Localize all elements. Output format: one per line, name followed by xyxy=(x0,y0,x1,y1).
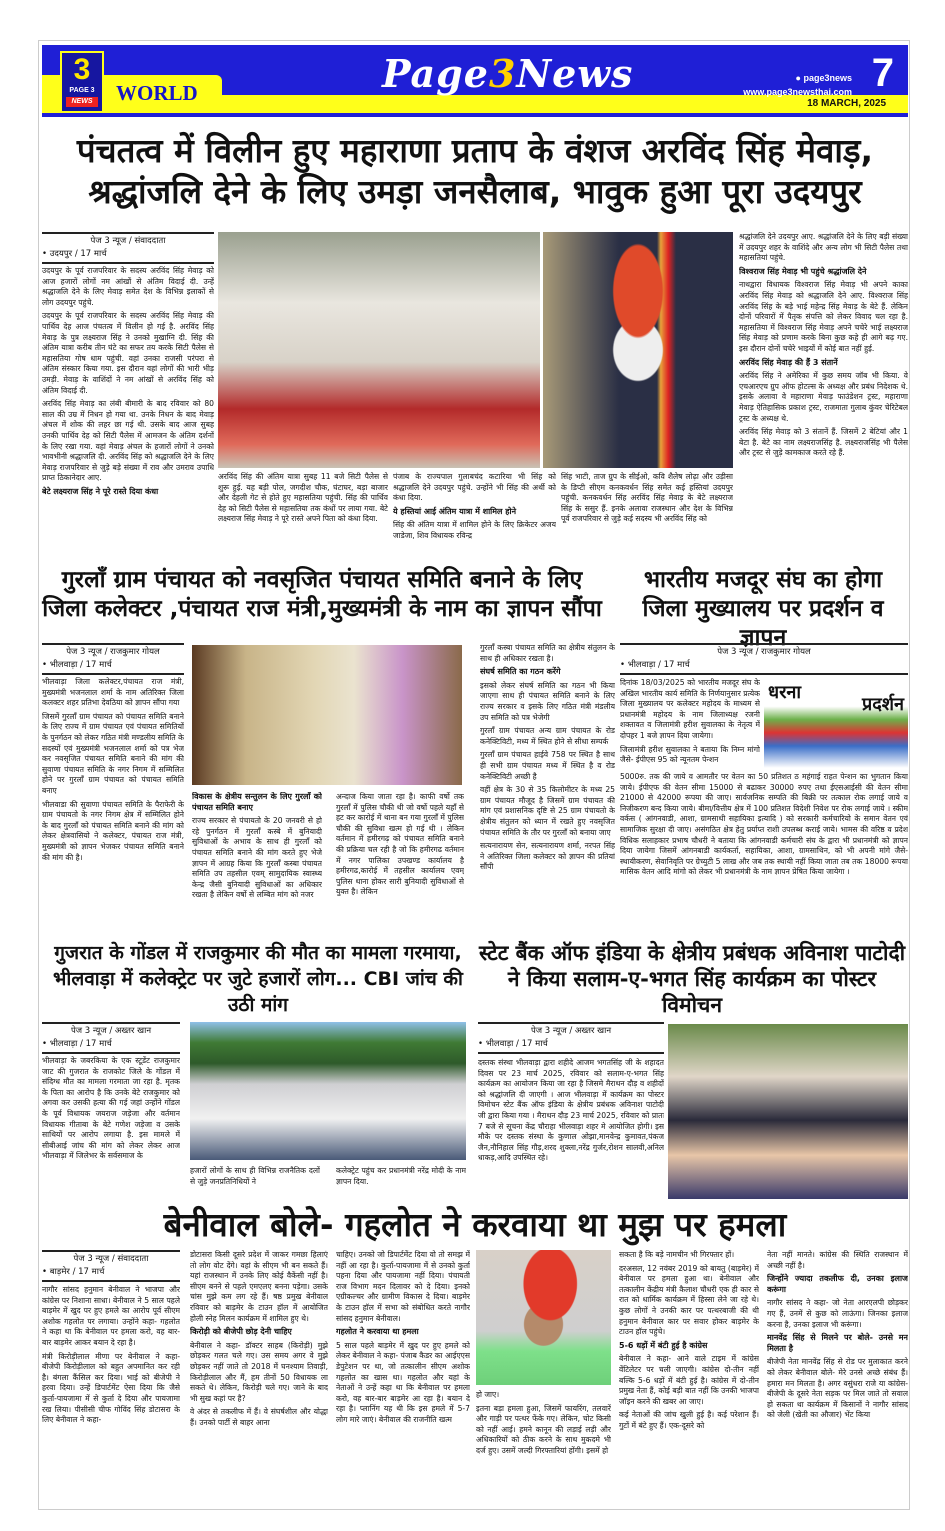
headline: गुजरात के गोंडल में राजकुमार की मौत का मामला गरमाया, भीलवाड़ा में कलेक्ट्रेट पर जुटे हजारों लोग... CBI जांच की उठी मांग xyxy=(53,942,463,1016)
article-column xyxy=(336,792,464,935)
paragraph: अरविंद सिंह ने अमेरिका में कुछ समय जॉब भी किया. वे एचआरएच ग्रुप ऑफ होटल्स के अध्यक्ष और प्रबंध निदेशक थे. इसके अलावा वे महाराणा मेवाड़ फाउंडेशन ट्रस्ट, महाराणा मेवाड़ ऐतिहासिक प्रकाश ट्रस्ट, राजमाता गुलाब कुंवर चेरिटेबल ट्रस्ट के अध्यक्ष थे. xyxy=(739,371,908,423)
article-column xyxy=(620,678,760,770)
photo-caption xyxy=(190,1166,320,1200)
article-column xyxy=(218,472,388,560)
paragraph: 5000रु. तक की जाये व आमतौर पर वेतन का 50 प्रतिशत ठ महंगाई राहत पेन्शन का भुगतान किया जाये। ईपीएफ की वेतन सीमा 15000 से बढाकर 30000 रुपए तथा ईएसआईसी की वेतन सीमा 21000 से 42000 रूपया की जाए। सार्वजनिक सम्पति की बिक्री पर तत्काल रोक लगाई जाये व निजीकरण बन्द किया जाये। बीमा/वित्तीय क्षेत्र में 100 प्रतिशत विदेशी निवेश पर रोक लगाई जाये । स्कीम वर्कस ( आंगनवाडी, आशा, ग्रामसाथी सहायिका इत्यादि ) को सरकारी कर्मचारियो के समान वेतन एवं सामाजिक सुरक्षा दी जाए। असंगठित क्षेत्र हेतु प्रर्याप्त राशी उपलब्ध कराई जाये। भामस की वरिष्ठ व प्रदेश विधिक सलाहकार प्रभाष चौधरी ने बताया कि आंगनवाडी कर्मचारी संघ के द्वारा भी प्रधानमंत्री को ज्ञापन दिया जायेगा जिसमें आंगनबाडी कार्यकर्ता, सहायिका, आशा, ग्रामसाथिन, को भी अपनी मांगे जैसे- स्थायीकरण, सेवानिवृति पर ग्रेच्युटी 5 लाख और जब तक स्थायी नहीं किया जाता तब तक 18000 रूपया मासिक वेतन आदि मांगो को लेकर भी प्रधानमंत्री के नाम ज्ञापन प्रेषित किया जायेगा । xyxy=(620,772,908,877)
article-column xyxy=(336,1250,470,1497)
paragraph: अरविंद सिंह मेवाड़ का लंबी बीमारी के बाद रविवार को 80 साल की उम्र में निधन हो गया था. उनके निधन के बाद मेवाड़ अंचल में शोक की लहर छा गई थी. उसके बाद आज सुबह उनकी पार्थिव देह को सिटी पैलेस में आमजन के अंतिम दर्शनों के लिए रखा गया. वहां मेवाड़ अंचल के हजारों लोगों ने उनको भावभीनी श्रद्धाजलि दी. अरविंद सिंह को श्रद्धाजलि देने के लिए मेवाड़ राजपरिवार से जुड़े बड़े संख्या में राव और उमराव उपाधि प्राप्त ठिकानेदार आए. xyxy=(42,399,214,483)
subheading: 5-6 धड़ों में बंटी हुई है कांग्रेस xyxy=(619,1340,708,1350)
byline: पेज 3 न्यूज / राजकुमार गोयल • भीलवाड़ा / 17 मार्च xyxy=(42,643,184,675)
paragraph: नागौर सांसद ने कहा- जो नेता आरएलपी छोड़कर गए हैं, उनमें से कुछ को लाऊंगा। जिनका इलाज करना है, उनका इलाज भी करूंगा। xyxy=(767,1298,908,1329)
article-column xyxy=(192,792,322,935)
paragraph: श्रद्धांजलि देने उदयपुर आए. श्रद्धांजलि देने के लिए बड़ी संख्या में उदयपुर शहर के वाशिंदे और अन्य लोग भी सिटी पैलेस तथा महासतियां पहुंचे. xyxy=(739,232,908,263)
social-icon: ● xyxy=(795,73,804,83)
paragraph: अन्दाज किया जाता रहा है। काफी वर्षो तक गुरलाँ में पुलिस चौकी थी जो वर्षो पहले यहाँ से हट कर कारोई में थाना बन गया गुरलाँ में पुलिस चौकी की सुविधा खत्म हो गई थी । लेकिन वर्तमान में हमीरगढ़ को पंचायत समिति बनाने की प्रक्रिया चल रही है जो कि हमीरगढ वर्तमान में नगर पालिका उपखण्ड कार्यालय है हमीरगढ,कारोई में तहसील कार्यालय एवम् पुलिस थाना होकर सारी बुनियादी सुविधाओं से युक्त है। लेकिन xyxy=(336,792,464,897)
article-column xyxy=(190,1250,328,1497)
paragraph: अरविंद सिंह की अंतिम यात्रा सुबह 11 बजे सिटी पैलेस से शुरू हुई. यह बड़ी पोल, जगदीश चौक, घंटाघर, बड़ा बाजार और देहली गेट से होते हुए महासतिया पहुंची. सिंह की पार्थिव देह को सिटी पैलेस से महासतिया तक कंधों पर लाया गया. बेटे लक्ष्यराज सिंह मेवाड़ ने पूरे रास्ते अपने पिता को कंधा दिया. xyxy=(218,472,388,524)
paragraph: चाहिए। उनको जो डिपार्टमेंट दिया वो तो समझ में नहीं आ रहा है। कुर्ता-पायजामा में से उनको कुर्ता पहना दिया और पायजामा नहीं दिया। पंचायती राज विभाग मदन दिलावर को दे दिया। इनको एग्रीकल्चर और ग्रामीण विकास दे दिया। बाड़मेर के टाउन हॉल में सभा को संबोधित करते नागौर सांसद हनुमान बेनीवाल। xyxy=(336,1250,470,1323)
paragraph: बीजेपी नेता मानवेंद्र सिंह से रोड पर मुलाकात करने को लेकर बेनीवाल बोले- मेरे उनसे अच्छे संबंध हैं। हमारा मन मिलता है। अगर वसुंधरा राजे या कांग्रेस-बीजेपी के दूसरे नेता सड़क पर मिल जाते तो सवाल हो सकता था कार्यक्रम में किसानों ने नागौर सांसद को जेली (खेती का औजार) भेंट किया xyxy=(767,1357,908,1420)
photo-caption xyxy=(336,1166,466,1200)
byline: पेज 3 न्यूज / अख्तर खान • भीलवाड़ा / 17 मार्च xyxy=(42,1022,180,1054)
funeral-procession-photo xyxy=(218,232,540,468)
issue-date: 18 MARCH, 2025 xyxy=(807,98,886,109)
subheading: जिन्होंने ज्यादा तकलीफ दी, उनका इलाज करूंगा xyxy=(767,1274,908,1294)
article-column xyxy=(42,1056,180,1200)
article-column xyxy=(767,1250,908,1497)
article-column xyxy=(42,1285,180,1497)
paragraph: नाथद्वारा विधायक विश्वराज सिंह मेवाड़ भी अपने काका अरविंद सिंह मेवाड़ को श्रद्धाजलि देने आए. विश्वराज सिंह अरविंद सिंह के बड़े भाई महेन्द्र सिंह मेवाड़ के बेटे हैं. लेकिन दोनों परिवारों में पैतृक संपत्ति को लेकर विवाद चल रहा है. महासतिया में विश्वराज सिंह मेवाड़ अपने चचेरे भाई लक्ष्यराज सिंह मेवाड़ को प्रणाम करके बिना कुछ कहे ही आगे बढ़ गए. इस दौरान दोनों चचेरे भाइयों में कोई बात नहीं हुई. xyxy=(739,280,908,353)
page3-logo: 3 PAGE 3 NEWS xyxy=(60,51,104,113)
paragraph: 5 साल पहले बाड़मेर में खुद पर हुए हमले को लेकर बेनीवाल ने कहा- पंजाब कैडर का आईएएस डेपुटेशन पर था, जो तत्कालीन सीएम अशोक गहलोत का खास था। गहलोत और यहां के नेताओं ने उन्हें कहा था कि बेनीवाल पर हमला करो, वह बार-बार बाड़मेर आ रहा है। बयान दे रहा है। प्लानिंग यह थी कि इस हमले में 5-7 लोग मारे जाएं। बेनीवाल की राजनीति खत्म xyxy=(336,1340,470,1424)
subheading: विकास के क्षेत्रीय सन्तुलन के लिए गुरलाँ को पंचायत समिति बनाए xyxy=(192,792,322,812)
byline: पेज 3 न्यूज / संवाददाता • उदयपुर / 17 मार्च xyxy=(42,232,214,264)
paragraph: जिलामंत्री हरीश सुवालका ने बताया कि निम्न मांगो जैसे- ईपीएस 95 को न्यूनतम पेन्शन xyxy=(620,744,760,765)
subheading: संघर्ष समिति का गठन करेंगे xyxy=(480,667,561,677)
paragraph: कलेक्ट्रेट पहुंच कर प्रधानमंत्री नरेंद्र मोदी के नाम ज्ञापन दिया. xyxy=(336,1166,466,1186)
paragraph: उदयपुर के पूर्व राजपरिवार के सदस्य अरविंद सिंह मेवाड़ की पार्थिव देह आज पंचतत्व में विलीन हो गई है. अरविंद सिंह मेवाड़ के पुत्र लक्ष्यराज सिंह ने उनको मुखाग्नि दी. सिंह की अंतिम यात्रा करीब तीन घंटे का सफर तय करके सिटी पैलेस से महासतिया गोष धाम पहुंची. वहां उनका राजसी परंपरा से अंतिम संस्कार किया गया. इस दौरान वहां लोगों की भारी भीड़ उमड़ी. मेवाड़ के वाशिंदों ने नम आंखों से अरविंद सिंह को अंतिम विदाई दी. xyxy=(42,311,214,395)
article-column xyxy=(739,232,908,560)
page-number: 7 xyxy=(871,51,894,95)
paragraph: सत्यनारायण सेन, सत्यनारायण शर्मा, नरपत सिंह ने अतिरिक्त जिला कलेक्टर को ज्ञापन की प्रतियां सौंपी xyxy=(480,841,615,872)
paragraph: हो जाए। xyxy=(476,1390,500,1399)
headline: गुरलाँ ग्राम पंचायत को नवसृजित पंचायत समिति बनाने के लिए जिला कलेक्टर ,पंचायत राज मंत्री,मुख्यमंत्री के नाम का ज्ञापन सौंपा xyxy=(42,567,602,622)
paragraph: इसको लेकर संघर्ष समिति का गठन भी किया जाएगा साथ ही पंचायत समिति बनाने के लिए राज्य सरकार व इसके लिए गठित मंत्री मंडलीय उप समिति को पत्र भेजेगी xyxy=(480,680,615,722)
section-label: WORLD xyxy=(116,81,198,105)
paragraph: वहीं क्षेत्र के 30 से 35 किलोमीटर के मध्य 25 ग्राम पंचायत मौजूद है जिसमें ग्राम पंचायत की मांग एवं प्रशासनिक दृष्टि से 25 ग्राम पंचायतो के क्षेत्रीय संतुलन को ध्यान में रखते हुए नवसृजित पंचायत समिति के तौर पर गुरलाँ को बनाया जाए xyxy=(480,785,615,837)
article-column xyxy=(619,1250,759,1497)
masthead xyxy=(42,45,908,117)
paragraph: बेनीवाल ने कहा- डॉक्टर साहब (किरोड़ी) मुझे छोड़कर गलत चले गए। उस समय अगर वे मुझे छोड़कर नहीं जाते तो 2018 में घनश्याम तिवाड़ी, किरोड़ीलाल और मैं, हम तीनों 50 विधायक ला सकते थे। लेकिन, किरोड़ी चले गए। जाने के बाद भी सुख कहां पर है? xyxy=(190,1340,328,1403)
paragraph: डोटासरा किसी दूसरे प्रदेश में जाकर गमछा हिलाएं तो लोग वोट देंगे। वहां के सीएम भी बन सकते हैं। यहां राजस्थान में उनके लिए कोई वैकेंसी नहीं है। सीएम बनने से पहले एमएलए बनना पड़ेगा। उसके चांस मुझे कम लग रहे हैं। षष्ठ प्रमुख बेनीवाल रविवार को बाड़मेर के टाउन हॉल में आयोजित होली स्नेह मिलन कार्यक्रम में शामिल हुए थे। xyxy=(190,1250,328,1323)
dharna-pradarshan-graphic: धरना प्रदर्शन xyxy=(764,680,908,768)
byline: पेज 3 न्यूज / संवाददाता • बाड़मेर / 17 मार्च xyxy=(42,1250,180,1282)
paragraph: जिसमें गुरलाँ ग्राम पंचायत को पंचायत समिति बनाने के लिए राज्य में ग्राम पंचायत एवं पंचायत समितियों के पुनर्गठन को लेकर गठित मंत्री मण्डलीय समिति के सदस्यों एवं मुख्यमंत्री भजनलाल शर्मा को पत्र भेज कर नवसृजित पंचायत समिति बनाने की मांग की सुवाणा पंचायत समिति के नगर निगम में सम्मिलित होने पर गुरलाँ ग्राम पंचायत को पंचायत समिति बनाए xyxy=(42,711,184,795)
portrait-photo xyxy=(543,232,733,468)
paragraph: गुरलाँ कस्बा पंचायत समिति का क्षेत्रीय संतुलन के साथ ही अधिकार रखता है। xyxy=(480,643,615,663)
paragraph: उदयपुर के पूर्व राजपरिवार के सदस्य अरविंद सिंह मेवाड़ को आज हजारों लोगों नम आंखों से अंतिम विदाई दी. उन्हें श्रद्धाजलि देने के लिए मेवाड़ समेत देश के विभिन्न इलाकों से लोग उदयपुर पहुंचे. xyxy=(42,266,214,307)
subheading: विश्वराज सिंह मेवाड़ भी पहुंचे श्रद्धांजलि देने xyxy=(739,266,867,276)
paragraph: भीलवाड़ा जिला कलेक्टर,पंचायत राज मंत्री, मुख्यमंत्री भजनलाल शर्मा के नाम अतिरिक्त जिला कलक्टर शहर प्रतिभा देवठिया को ज्ञापन सौंपा गया xyxy=(42,677,184,708)
paragraph: दस्तक संस्था भीलवाड़ा द्वारा शहीदे आजम भगतसिंह जी के शहादत दिवस पर 23 मार्च 2025, रविवार को सलाम-ए-भगत सिंह कार्यक्रम का आयोजन किया जा रहा है जिसमे मैराथन दौड़ व शहीदों को श्रद्धांजलि दी जाएगी । आज भीलवाड़ा में कार्यक्रम का पोस्टर विमोचन स्टेट बैंक ऑफ इंडिया के क्षेत्रीय प्रबंधक अविनाश पाटोदी जी द्वारा किया गया । मैराथन दौड़ 23 मार्च 2025, रविवार को प्रातः 7 बजे से सूचना केंद्र चौराहा भीलवाड़ा शहर मे आयोजित होगी। इस मौके पर दस्तक संस्था के कुणाल ओझा,मानवेन्द्र कुमावत,पंकज जैन,नौनिहाल सिंह गौड़,शरद शुक्ला,नरेंद्र गुर्जर,रोशन सालवी,अनिल धाकड़,आदि उपस्थित रहे। xyxy=(478,1058,664,1163)
subheading: गहलोत ने करवाया था हमला xyxy=(336,1327,419,1337)
beniwal-photo xyxy=(476,1250,611,1385)
paragraph: सिंह की अंतिम यात्रा में शामिल होने के लिए क्रिकेटर अजय जाडेजा, शिव विधायक रविन्द्र xyxy=(393,520,556,540)
paragraph: दिनांक 18/03/2025 को भारतीय मजदूर संघ के अखिल भारतीय कार्य समिति के निर्णयानुसार प्रत्येक जिला मुख्यालय पर कलेक्टर महोदय के माध्यम से प्रधानमंत्री महोदय के नाम जिलाध्यक्ष रजनी शक्तावत व जिलामंत्री हरीश सुवालका के नेतृत्व में दोपहर 1 बजे ज्ञापन दिया जायेगा। xyxy=(620,678,760,740)
headline: भारतीय मजदूर संघ का होगा जिला मुख्यालय पर प्रदर्शन व ज्ञापन xyxy=(642,567,884,651)
headline: बेनीवाल बोले- गहलोत ने करवाया था मुझ पर हमला xyxy=(163,1205,787,1244)
poster-release-photo xyxy=(668,1024,908,1199)
paragraph: दरअसल, 12 नवंबर 2019 को बायतु (बाड़मेर) में बेनीवाल पर हमला हुआ था। बेनीवाल और तत्कालीन केंद्रीय मंत्री कैलाश चौधरी एक ही कार से रात को धार्मिक कार्यक्रम में हिस्सा लेने जा रहे थे। कुछ लोगों ने उनकी कार पर पत्थरबाजी की थी हनुमान बेनीवाल कार पर सवार होकर बाड़मेर के टाउन हॉल पहुंचे। xyxy=(619,1263,759,1337)
paragraph: नेता नहीं मानते। कांग्रेस की स्थिति राजस्थान में अच्छी नहीं है। xyxy=(767,1250,908,1270)
paragraph: इतना बड़ा हमला हुआ, जिसमें फायरिंग, तलवारें और गाड़ी पर पत्थर फेंके गए। लेकिन, चोट किसी को नहीं आई। हमने कानून की लड़ाई लड़ी और अधिकारियों को ठीक करने के साथ मुकदमे भी दर्ज हुए। उसमें जल्दी गिरफ्तारियां होंगी। इसमें हो xyxy=(476,1403,611,1455)
article-column xyxy=(476,1390,611,1497)
paragraph: गुरलाँ ग्राम पंचायत अन्य ग्राम पंचायत के रोड कनेक्टिविटी, मध्य में स्थित होने से सीधा सम्पर्क xyxy=(480,726,615,746)
subheading: किरोड़ी को बीजेपी छोड़ देनी चाहिए xyxy=(190,1327,292,1337)
paragraph: सिंह भाटी, ताज ग्रुप के सीईओ, कवि शैलेष लोढ़ा और उड़ीसा के डिप्टी सीएम कनकवर्धन सिंह समेत कई हस्तियां उदयपुर पहुंची. कनकवर्धन सिंह अरविंद सिंह मेवाड़ के बेटे लक्ष्यराज सिंह के ससुर हैं. इनके अलावा राजस्थान और देश के विभिन्न पूर्व राजपरिवार से जुड़े कई सदस्य भी अरविंद सिंह को xyxy=(561,472,733,524)
memorandum-handover-photo xyxy=(192,645,462,785)
contact-info: ● page3news www.page3newsthai.com xyxy=(743,73,852,97)
paragraph: मंत्री किरोड़ीलाल मीणा पर बेनीवाल ने कहा- बीजेपी किरोड़ीलाल को बहुत अपमानित कर रही है। बंगला कैंसिल कर दिया। भाई को बीजेपी ने हरवा दिया। उन्हें डिपार्टमेंट ऐसा दिया कि जैसे कुर्ता-पायजामा में से कुर्ता दे दिया और पायजामा रख लिया। पीसीसी चीफ गोविंद सिंह डोटासरा के लिए बेनीवाल ने कहा- xyxy=(42,1351,180,1425)
website: www.page3newsthai.com xyxy=(743,87,852,97)
byline: पेज 3 न्यूज / राजकुमार गोयल • भीलवाड़ा / 17 मार्च xyxy=(620,643,908,675)
article-column xyxy=(42,677,184,935)
paragraph: हजारों लोगों के साथ ही विभिन्न राजनैतिक दलों से जुड़े जनप्रतिनिधियों ने xyxy=(190,1166,320,1186)
lead-headline: पंचतत्व में विलीन हुए महाराणा प्रताप के वंशज अरविंद सिंह मेवाड़, श्रद्धांजलि देने के लिए उमड़ा जनसैलाब, भावुक हुआ पूरा उदयपुर xyxy=(76,131,874,212)
article-column xyxy=(620,772,908,934)
paragraph: भीलवाड़ा के जबरकिया के एक स्टूडेंट राजकुमार जाट की गुजरात के राजकोट जिले के गोंडल में संदिग्ध मौत का मामला गरमाता जा रहा है. मृतक के पिता का आरोप है कि उनके बेटे राजकुमार को अगवा कर उसकी हत्या की गई जहां उन्होंने गोंडल के पूर्व विधायक जयराज जड़ेजा और वर्तमान विधायक गीताबा के बेटे गणेश जड़ेजा व उसके साथियों पर आरोप लगाया है. इस मामले में सीबीआई जांच की मांग को लेकर लेकर आज भीलवाड़ा में जिलेभर के सर्वसमाज के xyxy=(42,1056,180,1161)
paragraph: कई नेताओं की जांच खुली हुई है। कई परेशान हैं। गुटों में बंटे हुए हैं। एक-दूसरे को xyxy=(619,1410,759,1430)
paragraph: बेनीवाल ने कहा- आने वाले टाइम में कांग्रेस वेंटिलेटर पर चली जाएगी। कांग्रेस दो-तीन नहीं बल्कि 5-6 धड़ों में बंटी हुई है। कांग्रेस में दो-तीन प्रमुख नेता हैं, कोई बड़ी बात नहीं कि उनकी भाजपा जॉइन करने की खबर आ जाए। xyxy=(619,1354,759,1406)
headline: स्टेट बैंक ऑफ इंडिया के क्षेत्रीय प्रबंधक अविनाश पाटोदी ने किया सलाम-ए-भगत सिंह कार्यक्रम का पोस्टर विमोचन xyxy=(478,941,906,1017)
article-column xyxy=(561,472,733,560)
paragraph: नागौर सांसद हनुमान बेनीवाल ने भाजपा और कांग्रेस पर निशाना साधा। बेनीवाल ने 5 साल पहले बाड़मेर में खुद पर हुए हमले का आरोप पूर्व सीएम अशोक गहलोत पर लगाया। उन्होंने कहा- गहलोत ने कहा था कि बेनीवाल पर हमला करो, वह बार-बार बाड़मेर आकर बयान दे रहा है। xyxy=(42,1285,180,1347)
article-column xyxy=(42,266,214,560)
protest-crowd-photo xyxy=(190,1022,466,1160)
article-column xyxy=(478,1058,664,1200)
brand-title: Page3News xyxy=(382,51,634,96)
paragraph: राज्य सरकार से पंचायतो के 20 जनवरी से हो रहे पुनर्गठन में गुरलाँ कस्बे में बुनियादी सुविधाओं के अभाव के साथ ही गुरलाँ को पंचायत समिति बनाने की मांग करते हुए भेजे ज्ञापन में आग्रह किया कि गुरलाँ कस्बा पंचायत समिति उप तहसील एवम् सामुदायिक स्वास्थ्य केन्द्र जैसी बुनियादी सुविधाओं का अधिकार रखता है लेकिन वर्षो से लम्बित मांग को नजर xyxy=(192,816,322,900)
paragraph: गुरलाँ ग्राम पंचायत हाईवे 758 पर स्थित है साथ ही सभी ग्राम पंचायत मध्य में स्थित है व रोड कनेक्टिविटी अच्छी है xyxy=(480,750,615,781)
article-column xyxy=(393,472,556,560)
subheading: अरविंद सिंह मेवाड़ की हैं 3 संतानें xyxy=(739,357,838,367)
paragraph: पंजाब के राज्यपाल गुलाबचंद कटारिया भी सिंह को श्रद्धाजलि देने उदयपुर पहुंचे. उन्होंने भी सिंह की अर्थी को कंधा दिया. xyxy=(393,472,556,503)
subheading: ये हस्तियां आई अंतिम यात्रा में शामिल होने xyxy=(393,506,517,516)
paragraph: अरविंद सिंह मेवाड़ को 3 संतानें हैं. जिसमें 2 बेटियां और 1 बेटा है. बेटे का नाम लक्ष्यराजसिंह है. लक्ष्यराजसिंह भी पैलेस और ट्रस्ट से जुड़े कामकाज करते रहे हैं. xyxy=(739,427,908,458)
byline: पेज 3 न्यूज / अख्तर खान • भीलवाड़ा / 17 मार्च xyxy=(478,1022,664,1054)
paragraph: सकता है कि बड़े नामचीन भी गिरफ्तार हों। xyxy=(619,1250,735,1259)
article-column xyxy=(480,643,615,935)
paragraph: वे अंदर से तकलीफ में हैं। वे संघर्षशील और योद्धा हैं। उनको पार्टी से बाहर आना xyxy=(190,1407,328,1427)
paragraph: भीलवाडा की सुवाणा पंचायत समिति के पैराफेरी के ग्राम पंचायतो के नगर निगम क्षेत्र में सम्मिलित होने के बाद गुरलाँ को पंचायत समिति बनाने की मांग को लेकर क्षेत्रवासियो ने कलेक्टर, पंचायत राज मंत्री, मुख्यमंत्री को ज्ञापन भेजकर पंचायत समिति बनाने की मांग की है। xyxy=(42,799,184,862)
subheading: बेटे लक्ष्यराज सिंह ने पूरे रास्ते दिया कंधा xyxy=(42,486,159,496)
subheading: मानवेंद्र सिंह से मिलने पर बोले- उनसे मन मिलता है xyxy=(767,1333,908,1353)
